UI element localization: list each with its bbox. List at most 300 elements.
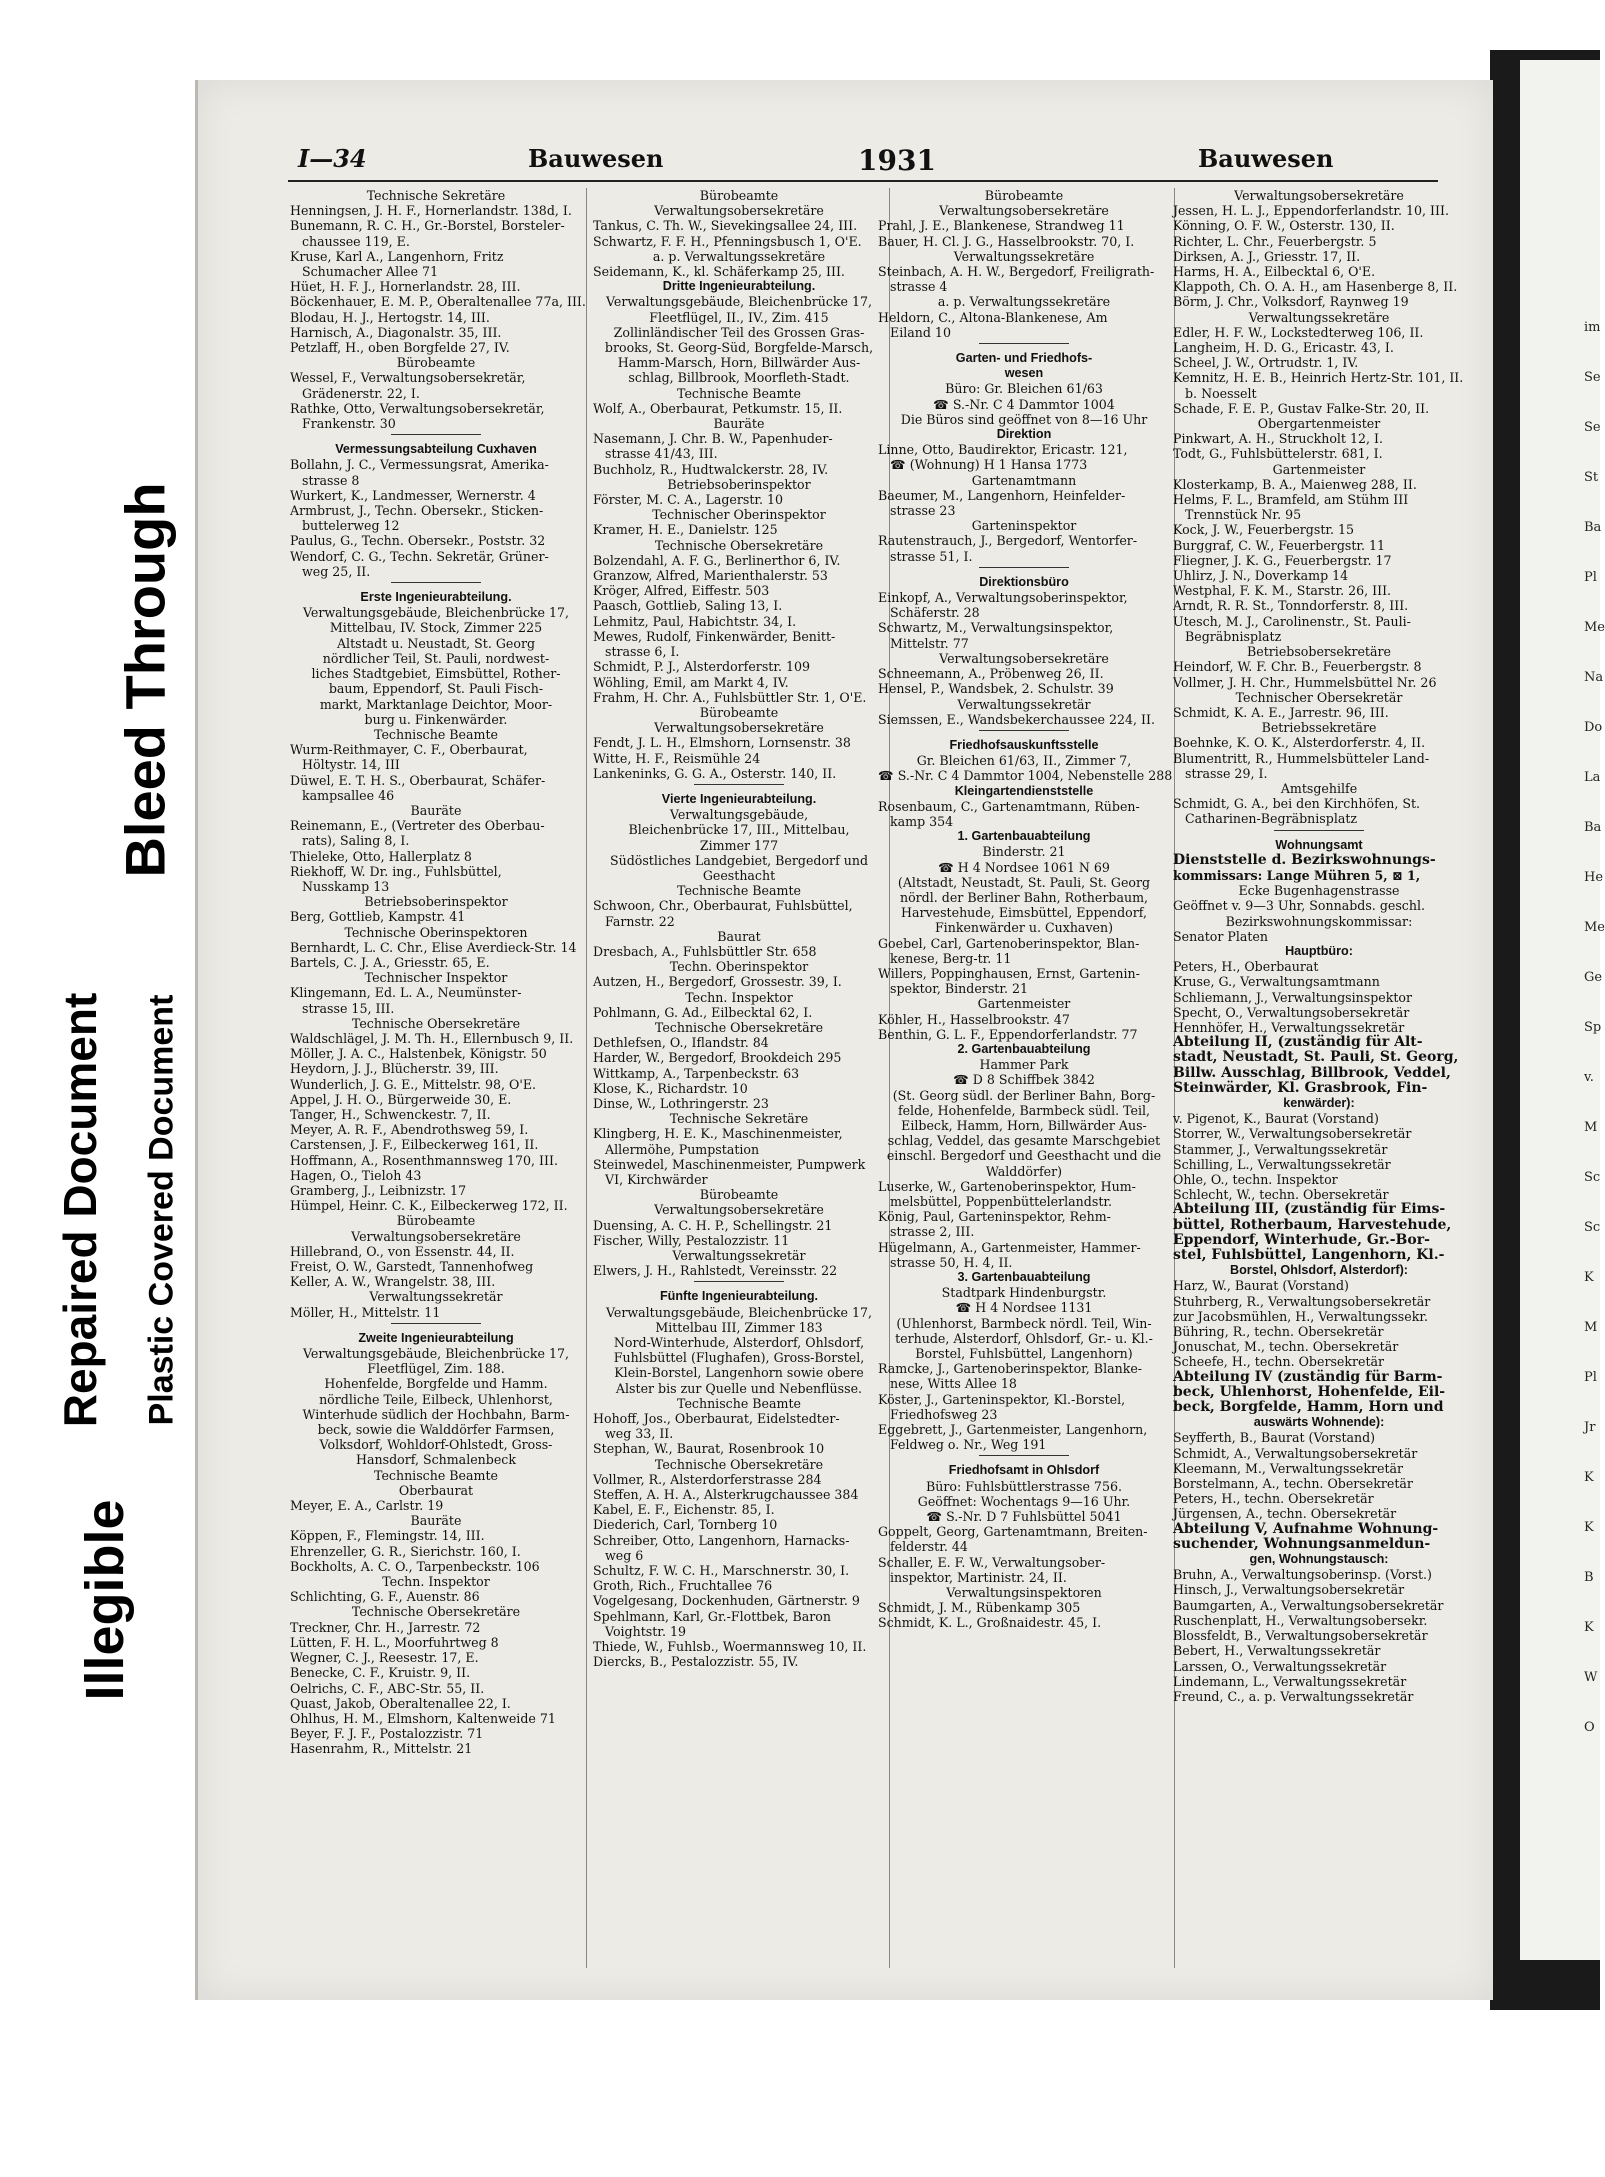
directory-line: v. Pigenot, K., Baurat (Vorstand) bbox=[1173, 1111, 1379, 1127]
directory-line: Scheel, J. W., Ortrudstr. 1, IV. bbox=[1173, 355, 1359, 371]
directory-line: Allermöhe, Pumpstation bbox=[605, 1141, 760, 1157]
page-header bbox=[288, 140, 1438, 182]
directory-line: Verwaltungsobersekretäre bbox=[351, 1228, 521, 1244]
directory-line: Bartels, C. J. A., Griesstr. 65, E. bbox=[290, 954, 490, 970]
directory-line: Hensel, P., Wandsbek, 2. Schulstr. 39 bbox=[878, 681, 1114, 697]
directory-line: Bolzendahl, A. F. G., Berlinerthor 6, IV. bbox=[593, 552, 841, 568]
directory-line: Dethlefsen, O., Iflandstr. 84 bbox=[593, 1035, 769, 1051]
directory-line: Catharinen-Begräbnisplatz bbox=[1185, 811, 1358, 827]
directory-line: Schade, F. E. P., Gustav Falke-Str. 20, II. bbox=[1173, 400, 1430, 416]
directory-line: Hasenrahm, R., Mittelstr. 21 bbox=[290, 1741, 473, 1757]
directory-line: (Uhlenhorst, Barmbeck nördl. Teil, Win- bbox=[896, 1315, 1152, 1331]
section-heading: Fünfte Ingenieurabteilung. bbox=[659, 1289, 819, 1304]
directory-line: Verwaltungsobersekretäre bbox=[1234, 188, 1404, 203]
directory-line: Steffen, A. H. A., Alsterkrugchaussee 384 bbox=[593, 1487, 859, 1503]
adjacent-page-fragment: Sc bbox=[1584, 1170, 1601, 1185]
directory-line: Wurm-Reithmayer, C. F., Oberbaurat, bbox=[290, 742, 528, 758]
directory-line: Freund, C., a. p. Verwaltungssekretär bbox=[1173, 1688, 1414, 1704]
directory-line: spektor, Binderstr. 21 bbox=[890, 981, 1029, 997]
section-title-left: Bauwesen bbox=[528, 144, 664, 173]
directory-line: Nusskamp 13 bbox=[302, 878, 390, 894]
section-heading: Direktionsbüro bbox=[979, 574, 1069, 589]
directory-line: Klingberg, H. E. K., Maschinenmeister, bbox=[593, 1126, 843, 1142]
directory-line: Harz, W., Baurat (Vorstand) bbox=[1173, 1278, 1349, 1294]
directory-line: Bauräte bbox=[410, 1513, 462, 1529]
directory-line: Verwaltungsgebäude, Bleichenbrücke 17, bbox=[302, 605, 570, 621]
adjacent-page-fragment: K bbox=[1584, 1470, 1594, 1485]
directory-line: ☎ S.-Nr. C 4 Dammtor 1004 bbox=[933, 396, 1115, 412]
directory-line: Ruschenplatt, H., Verwaltungsobersekr. bbox=[1173, 1612, 1428, 1628]
directory-line: Technische Beamte bbox=[374, 1467, 498, 1483]
directory-line: Hohenfelde, Borgfelde und Hamm. bbox=[324, 1376, 548, 1392]
directory-line: Elwers, J. H., Rahlstedt, Vereinsstr. 22 bbox=[593, 1263, 838, 1279]
adjacent-page-fragment: Me bbox=[1584, 620, 1605, 635]
directory-line: Luserke, W., Gartenoberinspektor, Hum- bbox=[878, 1178, 1136, 1194]
directory-line: Bockholts, A. C. O., Tarpenbeckstr. 106 bbox=[290, 1558, 540, 1574]
adjacent-page-fragment: O bbox=[1584, 1720, 1595, 1735]
directory-line: Böckenhauer, E. M. P., Oberaltenallee 77a, III. bbox=[290, 294, 586, 310]
directory-line: Abteilung II, (zuständig für Alt- bbox=[1173, 1034, 1423, 1051]
directory-line: Vogelgesang, Dockenhuden, Gärtnerstr. 9 bbox=[593, 1593, 860, 1609]
section-heading: auswärts Wohnende): bbox=[1253, 1415, 1385, 1430]
adjacent-page-fragment: Se bbox=[1584, 420, 1601, 435]
directory-line: Verwaltungsgebäude, Bleichenbrücke 17, bbox=[605, 1304, 873, 1320]
directory-line: Hügelmann, A., Gartenmeister, Hammer- bbox=[878, 1239, 1141, 1255]
directory-line: Jonuschat, M., techn. Obersekretär bbox=[1173, 1339, 1399, 1355]
directory-line: Düwel, E. T. H. S., Oberbaurat, Schäfer- bbox=[290, 772, 546, 788]
directory-line: Wendorf, C. G., Techn. Sekretär, Grüner- bbox=[290, 548, 549, 564]
section-title-right: Bauwesen bbox=[1198, 144, 1334, 173]
section-heading: kenwärder): bbox=[1283, 1095, 1355, 1110]
directory-line: Ecke Bugenhagenstrasse bbox=[1238, 883, 1400, 899]
directory-line: Bürobeamte bbox=[699, 704, 779, 720]
directory-line: weg 6 bbox=[605, 1547, 644, 1563]
directory-line: Dresbach, A., Fuhlsbüttler Str. 658 bbox=[593, 943, 817, 959]
directory-line: Verwaltungssekretäre bbox=[1248, 309, 1390, 325]
directory-line: nördl. der Berliner Bahn, Rotherbaum, bbox=[899, 889, 1149, 905]
directory-line: Goebel, Carl, Gartenoberinspektor, Blan- bbox=[878, 935, 1140, 951]
directory-line: Hohoff, Jos., Oberbaurat, Eidelstedter- bbox=[593, 1411, 840, 1427]
directory-line: Heydorn, J. J., Blücherstr. 39, III. bbox=[290, 1061, 499, 1077]
directory-line: Voightstr. 19 bbox=[605, 1623, 686, 1639]
directory-line: stadt, Neustadt, St. Pauli, St. Georg, bbox=[1173, 1049, 1459, 1066]
directory-line: Langheim, H. D. G., Ericastr. 43, I. bbox=[1173, 340, 1394, 356]
directory-line: Schliemann, J., Verwaltungsinspektor bbox=[1173, 989, 1413, 1005]
directory-line: Hansdorf, Schmalenbeck bbox=[356, 1452, 516, 1468]
directory-line: nördliche Teile, Eilbeck, Uhlenhorst, bbox=[319, 1391, 553, 1407]
directory-line: Paasch, Gottlieb, Saling 13, I. bbox=[593, 598, 783, 614]
section-heading: gen, Wohnungstausch: bbox=[1249, 1552, 1389, 1567]
directory-line: Gramberg, J., Leibnizstr. 17 bbox=[290, 1183, 467, 1198]
directory-line: chaussee 119, E. bbox=[302, 233, 410, 249]
directory-line: Kock, J. W., Feuerbergstr. 15 bbox=[1173, 522, 1355, 538]
directory-line: Techn. Inspektor bbox=[382, 1574, 490, 1590]
directory-line: Witte, H. F., Reismühle 24 bbox=[593, 750, 761, 766]
directory-line: Zollinländischer Teil des Grossen Gras- bbox=[613, 324, 865, 340]
directory-line: Benecke, C. F., Kruistr. 9, II. bbox=[290, 1665, 471, 1681]
adjacent-page-fragment: Sc bbox=[1584, 1220, 1601, 1235]
directory-line: Schmidt, G. A., bei den Kirchhöfen, St. bbox=[1173, 796, 1421, 812]
directory-line: Bollahn, J. C., Vermessungsrat, Amerika- bbox=[290, 457, 549, 473]
directory-line: Borstelmann, A., techn. Obersekretär bbox=[1173, 1476, 1413, 1492]
directory-line: Richter, L. Chr., Feuerbergstr. 5 bbox=[1173, 233, 1377, 249]
directory-line: Kröger, Alfred, Eiffestr. 503 bbox=[593, 583, 770, 599]
directory-line: ☎ H 4 Nordsee 1131 bbox=[955, 1300, 1093, 1316]
directory-line: Fleetflügel, Zim. 188. bbox=[367, 1361, 505, 1377]
directory-line: Volksdorf, Wohldorf-Ohlstedt, Gross- bbox=[319, 1437, 553, 1453]
directory-line: Abteilung IV (zuständig für Barm- bbox=[1173, 1368, 1443, 1385]
directory-line: Trennstück Nr. 95 bbox=[1185, 507, 1302, 523]
section-divider bbox=[878, 1455, 1170, 1463]
directory-line: strasse 6, I. bbox=[605, 644, 680, 660]
directory-line: Paulus, G., Techn. Obersekr., Poststr. 32 bbox=[290, 533, 546, 549]
directory-line: Seidemann, K., kl. Schäferkamp 25, III. bbox=[593, 264, 845, 280]
directory-line: Steinwärder, Kl. Grasbrook, Fin- bbox=[1173, 1079, 1428, 1096]
directory-line: nese, Witts Allee 18 bbox=[890, 1376, 1017, 1392]
directory-line: liches Stadtgebiet, Eimsbüttel, Rother- bbox=[311, 666, 561, 682]
directory-line: Henningsen, J. H. F., Hornerlandstr. 138d, I. bbox=[290, 203, 572, 219]
directory-line: Hammer Park bbox=[979, 1057, 1069, 1073]
adjacent-page-fragment: He bbox=[1584, 870, 1604, 885]
directory-line: melsbüttel, Poppenbüttelerlandstr. bbox=[890, 1194, 1113, 1209]
directory-line: Tanger, H., Schwenckestr. 7, II. bbox=[290, 1106, 491, 1122]
directory-line: Verwaltungsobersekretäre bbox=[939, 203, 1109, 219]
directory-line: Storrer, W., Verwaltungsobersekretär bbox=[1173, 1126, 1412, 1142]
directory-line: Mittelbau, IV. Stock, Zimmer 225 bbox=[329, 620, 543, 636]
directory-line: Verwaltungsobersekretäre bbox=[654, 720, 824, 736]
directory-line: Schaller, E. F. W., Verwaltungsober- bbox=[878, 1554, 1106, 1570]
section-heading: Borstel, Ohlsdorf, Alsterdorf): bbox=[1230, 1263, 1408, 1278]
directory-line: Hamm-Marsch, Horn, Billwärder Aus- bbox=[617, 355, 861, 371]
directory-line: Schreiber, Otto, Langenhorn, Harnacks- bbox=[593, 1532, 850, 1548]
directory-line: Meyer, A. R. F., Abendrothsweg 59, I. bbox=[290, 1122, 529, 1138]
directory-line: Stephan, W., Baurat, Rosenbrook 10 bbox=[593, 1441, 825, 1457]
directory-line: zur Jacobsmühlen, H., Verwaltungssekr. bbox=[1173, 1308, 1428, 1324]
directory-line: Keller, A. W., Wrangelstr. 38, III. bbox=[290, 1274, 496, 1290]
directory-line: Bürobeamte bbox=[699, 188, 779, 203]
directory-line: Autzen, H., Bergedorf, Grossestr. 39, I. bbox=[593, 974, 842, 990]
directory-line: Verwaltungsinspektoren bbox=[946, 1585, 1102, 1601]
section-heading: Hauptbüro: bbox=[1285, 943, 1353, 958]
directory-line: VI, Kirchwärder bbox=[605, 1172, 708, 1187]
directory-line: Schmidt, P. J., Alsterdorferstr. 109 bbox=[593, 659, 811, 675]
directory-line: Baumgarten, A., Verwaltungsobersekretär bbox=[1173, 1597, 1444, 1613]
directory-line: Schmidt, K. L., Großnaidestr. 45, I. bbox=[878, 1615, 1102, 1631]
directory-line: Eppendorf, Winterhude, Gr.-Bor- bbox=[1173, 1231, 1430, 1248]
directory-line: Grädenerstr. 22, I. bbox=[302, 385, 420, 401]
directory-line: Geöffnet: Wochentags 9—16 Uhr. bbox=[917, 1493, 1131, 1509]
directory-line: Specht, O., Verwaltungsobersekretär bbox=[1173, 1004, 1410, 1020]
adjacent-page-fragment: Ge bbox=[1584, 970, 1603, 985]
directory-line: Stadtpark Hindenburgstr. bbox=[941, 1285, 1107, 1301]
adjacent-page-fragment: Jr bbox=[1584, 1420, 1596, 1435]
directory-line: Utesch, M. J., Carolinenstr., St. Pauli- bbox=[1173, 613, 1411, 629]
directory-line: Höltystr. 14, III bbox=[302, 757, 400, 773]
directory-page bbox=[195, 80, 1493, 2000]
directory-line: terhude, Alsterdorf, Ohlsdorf, Gr.- u. Kl.- bbox=[895, 1330, 1153, 1346]
directory-line: Schmidt, K. A. E., Jarrestr. 96, III. bbox=[1173, 704, 1389, 720]
adjacent-page-fragment: K bbox=[1584, 1270, 1594, 1285]
directory-line: Ohle, O., techn. Inspektor bbox=[1173, 1172, 1338, 1187]
directory-line: büttel, Rotherbaum, Harvestehude, bbox=[1173, 1216, 1452, 1233]
section-heading: Friedhofsauskunftsstelle bbox=[949, 737, 1099, 752]
directory-line: kampsallee 46 bbox=[302, 787, 395, 803]
directory-line: Schäferstr. 28 bbox=[890, 605, 980, 621]
directory-line: Hagen, O., Tieloh 43 bbox=[290, 1167, 422, 1183]
directory-line: Willers, Poppinghausen, Ernst, Gartenin- bbox=[878, 965, 1140, 981]
directory-line: Schwoon, Chr., Oberbaurat, Fuhlsbüttel, bbox=[593, 898, 853, 914]
directory-line: Fendt, J. L. H., Elmshorn, Lornsenstr. 38 bbox=[593, 735, 851, 751]
directory-line: Stammer, J., Verwaltungssekretär bbox=[1173, 1141, 1388, 1157]
directory-line: weg 25, II. bbox=[302, 563, 371, 579]
directory-line: Fuhlsbüttel (Flughafen), Gross-Borstel, bbox=[613, 1350, 865, 1366]
directory-line: Bauräte bbox=[410, 802, 462, 818]
directory-line: Technische Obersekretäre bbox=[351, 1604, 521, 1620]
adjacent-page-fragment: W bbox=[1584, 1670, 1598, 1685]
directory-line: Groth, Rich., Fruchtallee 76 bbox=[593, 1578, 773, 1594]
adjacent-page-fragment: im bbox=[1584, 320, 1601, 335]
directory-line: Peters, H., techn. Obersekretär bbox=[1173, 1491, 1374, 1507]
section-divider bbox=[290, 434, 582, 442]
directory-line: Zimmer 177 bbox=[699, 837, 779, 853]
directory-line: felderstr. 44 bbox=[890, 1539, 968, 1555]
directory-line: Verwaltungssekretäre bbox=[953, 248, 1095, 264]
directory-line: Bleichenbrücke 17, III., Mittelbau, bbox=[628, 822, 850, 838]
directory-line: Ohlhus, H. M., Elmshorn, Kaltenweide 71 bbox=[290, 1710, 556, 1726]
directory-line: Technische Beamte bbox=[677, 1395, 801, 1411]
directory-line: (Altstadt, Neustadt, St. Pauli, St. Georg bbox=[897, 874, 1151, 890]
directory-line: Steinwedel, Maschinenmeister, Pumpwerk bbox=[593, 1156, 866, 1172]
directory-line: brooks, St. Georg-Süd, Borgfelde-Marsch, bbox=[604, 340, 874, 356]
directory-line: Hillebrand, O., von Essenstr. 44, II. bbox=[290, 1243, 515, 1259]
directory-line: weg 33, II. bbox=[605, 1426, 674, 1442]
section-heading: Vermessungsabteilung Cuxhaven bbox=[335, 442, 537, 457]
adjacent-page-fragment: K bbox=[1584, 1520, 1594, 1535]
directory-line: Möller, J. A. C., Halstenbek, Königstr. 50 bbox=[290, 1046, 547, 1062]
directory-line: Feldweg o. Nr., Weg 191 bbox=[890, 1437, 1047, 1453]
directory-line: beck, Borgfelde, Hamm, Horn und bbox=[1173, 1399, 1444, 1416]
directory-line: Frankenstr. 30 bbox=[302, 416, 396, 432]
adjacent-page-fragment: Pl bbox=[1584, 1370, 1597, 1385]
directory-line: Blumentritt, R., Hummelsbütteler Land- bbox=[1173, 750, 1430, 766]
directory-line: strasse 50, H. 4, II. bbox=[890, 1254, 1013, 1270]
section-heading: wesen bbox=[1004, 366, 1044, 381]
section-divider bbox=[290, 582, 582, 590]
directory-line: Bauräte bbox=[713, 416, 765, 432]
directory-line: Wurkert, K., Landmesser, Wernerstr. 4 bbox=[290, 487, 536, 503]
directory-line: Verwaltungsobersekretäre bbox=[654, 203, 824, 219]
directory-line: Friedhofsweg 23 bbox=[890, 1406, 998, 1422]
section-heading: 1. Gartenbauabteilung bbox=[957, 829, 1091, 844]
adjacent-page-fragment: Ba bbox=[1584, 520, 1602, 535]
directory-line: Wegner, C. J., Reesestr. 17, E. bbox=[290, 1650, 479, 1666]
directory-line: Pohlmann, G. Ad., Eilbecktal 62, I. bbox=[593, 1004, 813, 1020]
directory-line: Treckner, Chr. H., Jarrestr. 72 bbox=[290, 1619, 481, 1635]
directory-line: Verwaltungsgebäude, Bleichenbrücke 17, bbox=[605, 294, 873, 310]
directory-line: Büro: Gr. Bleichen 61/63 bbox=[945, 381, 1103, 397]
directory-line: Hinsch, J., Verwaltungsobersekretär bbox=[1173, 1582, 1405, 1598]
adjacent-page-fragment: Do bbox=[1584, 720, 1603, 735]
adjacent-page-fragment: La bbox=[1584, 770, 1601, 785]
directory-line: Pinkwart, A. H., Struckholt 12, I. bbox=[1173, 431, 1384, 447]
section-divider bbox=[878, 343, 1170, 351]
section-divider bbox=[593, 784, 885, 792]
directory-line: Altstadt u. Neustadt, St. Georg bbox=[336, 635, 536, 651]
directory-line: Technische Beamte bbox=[677, 385, 801, 401]
directory-line: Gr. Bleichen 61/63, II., Zimmer 7, bbox=[916, 753, 1132, 769]
directory-line: Kramer, H. E., Danielstr. 125 bbox=[593, 522, 778, 538]
directory-line: Peters, H., Oberbaurat bbox=[1173, 959, 1319, 975]
directory-line: Seyfferth, B., Baurat (Vorstand) bbox=[1173, 1430, 1376, 1446]
directory-line: Hoffmann, A., Rosenthmannsweg 170, III. bbox=[290, 1152, 558, 1168]
directory-line: strasse 2, III. bbox=[890, 1224, 975, 1240]
section-heading: Dritte Ingenieurabteilung. bbox=[662, 279, 816, 294]
directory-line: Frahm, H. Chr. A., Fuhlsbüttler Str. 1, O'E. bbox=[593, 689, 867, 705]
directory-line: Garteninspektor bbox=[971, 518, 1077, 534]
directory-line: strasse 23 bbox=[890, 503, 956, 519]
year-title: 1931 bbox=[858, 144, 936, 177]
directory-line: Abteilung III, (zuständig für Eims- bbox=[1173, 1201, 1446, 1218]
directory-line: Klingemann, Ed. L. A., Neumünster- bbox=[290, 985, 522, 1001]
directory-line: einschl. Bergedorf und Geesthacht und die bbox=[886, 1148, 1162, 1164]
directory-line: Edler, H. F. W., Lockstedterweg 106, II. bbox=[1173, 324, 1424, 340]
directory-line: baum, Eppendorf, St. Pauli Fisch- bbox=[328, 681, 544, 697]
directory-line: schlag, Billbrook, Moorfleth-Stadt. bbox=[628, 370, 850, 386]
directory-line: Techn. Oberinspektor bbox=[669, 959, 809, 975]
adjacent-page-fragment: K bbox=[1584, 1620, 1594, 1635]
directory-line: Fischer, Willy, Pestalozzistr. 11 bbox=[593, 1232, 790, 1248]
directory-line: Lehmitz, Paul, Habichtstr. 34, I. bbox=[593, 613, 797, 629]
directory-line: strasse 4 bbox=[890, 279, 948, 295]
directory-line: Granzow, Alfred, Marienthalerstr. 53 bbox=[593, 568, 828, 584]
directory-line: Geöffnet v. 9—3 Uhr, Sonnabds. geschl. bbox=[1173, 898, 1425, 914]
directory-line: Rathke, Otto, Verwaltungsobersekretär, bbox=[290, 400, 545, 416]
directory-line: Uhlirz, J. N., Doverkamp 14 bbox=[1173, 568, 1349, 584]
directory-line: kenese, Berg-tr. 11 bbox=[890, 950, 1012, 966]
column-4 bbox=[1173, 188, 1465, 1968]
directory-line: Technische Beamte bbox=[374, 726, 498, 742]
directory-line: Tankus, C. Th. W., Sievekingsallee 24, III. bbox=[593, 218, 858, 234]
directory-line: Gartenmeister bbox=[977, 996, 1071, 1012]
directory-line: Waldschlägel, J. M. Th. H., Ellernbusch 9, II. bbox=[290, 1030, 574, 1046]
directory-line: markt, Marktanlage Deichtor, Moor- bbox=[319, 696, 553, 712]
directory-line: Köster, J., Garteninspektor, Kl.-Borstel, bbox=[878, 1391, 1126, 1407]
directory-line: Benthin, G. L. F., Eppendorferlandstr. 77 bbox=[878, 1026, 1138, 1042]
directory-line: Bezirkswohnungskommissar: bbox=[1225, 913, 1413, 929]
directory-line: Dirksen, A. J., Griesstr. 17, II. bbox=[1173, 248, 1361, 264]
directory-line: Finkenwärder u. Cuxhaven) bbox=[934, 920, 1114, 936]
directory-line: Alster bis zur Quelle und Nebenflüsse. bbox=[615, 1380, 863, 1396]
directory-line: Technische Obersekretäre bbox=[654, 1456, 824, 1472]
directory-line: Buchholz, R., Hudtwalckerstr. 28, IV. bbox=[593, 461, 829, 477]
directory-line: beck, Uhlenhorst, Hohenfelde, Eil- bbox=[1173, 1383, 1446, 1400]
directory-line: Schultz, F. W. C. H., Marschnerstr. 30, I. bbox=[593, 1563, 850, 1579]
directory-line: Schneemann, A., Pröbenweg 26, II. bbox=[878, 666, 1104, 682]
directory-line: Betriebsoberinspektor bbox=[364, 894, 508, 910]
directory-line: Verwaltungssekretär bbox=[369, 1289, 503, 1305]
directory-line: schlag, Veddel, das gesamte Marschgebiet bbox=[887, 1133, 1161, 1149]
directory-line: a. p. Verwaltungssekretäre bbox=[652, 248, 826, 264]
directory-line: Technische Obersekretäre bbox=[654, 1019, 824, 1035]
section-heading: Direktion bbox=[996, 427, 1052, 442]
directory-line: Südöstliches Landgebiet, Bergedorf und bbox=[609, 852, 869, 868]
directory-line: rats), Saling 8, I. bbox=[302, 833, 410, 849]
directory-line: Farnstr. 22 bbox=[605, 913, 675, 929]
directory-line: Eggebrett, J., Gartenmeister, Langenhorn, bbox=[878, 1422, 1148, 1438]
section-heading: Erste Ingenieurabteilung. bbox=[360, 590, 512, 605]
directory-line: Wessel, F., Verwaltungsobersekretär, bbox=[290, 370, 526, 386]
directory-line: kamp 354 bbox=[890, 813, 954, 829]
directory-line: strasse 41/43, III. bbox=[605, 446, 718, 462]
directory-line: Todt, G., Fuhlsbüttelerstr. 681, I. bbox=[1173, 446, 1383, 462]
directory-line: Winterhude südlich der Hochbahn, Barm- bbox=[302, 1406, 570, 1422]
directory-line: ☎ (Wohnung) H 1 Hansa 1773 bbox=[890, 457, 1088, 473]
directory-line: Lankeninks, G. G. A., Osterstr. 140, II. bbox=[593, 765, 837, 781]
directory-line: Eilbeck, Hamm, Horn, Billwärder Aus- bbox=[901, 1117, 1147, 1133]
directory-line: Binderstr. 21 bbox=[982, 844, 1066, 860]
directory-line: Bürobeamte bbox=[396, 355, 476, 371]
directory-line: Kemnitz, H. E. B., Heinrich Hertz-Str. 101, II. bbox=[1173, 370, 1464, 386]
directory-line: (St. Georg südl. der Berliner Bahn, Borg- bbox=[892, 1087, 1156, 1103]
directory-line: ☎ S.-Nr. C 4 Dammtor 1004, Nebenstelle 288 bbox=[878, 768, 1173, 784]
directory-line: Bunemann, R. C. H., Gr.-Borstel, Borsteler- bbox=[290, 218, 565, 234]
directory-line: Harms, H. A., Eilbecktal 6, O'E. bbox=[1173, 264, 1376, 280]
directory-line: Duensing, A. C. H. P., Schellingstr. 21 bbox=[593, 1217, 833, 1233]
section-heading: Vierte Ingenieurabteilung. bbox=[661, 791, 817, 806]
directory-line: Vollmer, J. H. Chr., Hummelsbüttel Nr. 26 bbox=[1173, 674, 1437, 690]
directory-line: Fliegner, J. K. G., Feuerbergstr. 17 bbox=[1173, 552, 1392, 568]
directory-line: Thiede, W., Fuhlsb., Woermannsweg 10, II. bbox=[593, 1639, 867, 1655]
directory-line: Gartenmeister bbox=[1272, 461, 1366, 477]
directory-line: Blodau, H. J., Hertogstr. 14, III. bbox=[290, 309, 490, 325]
directory-line: Bernhardt, L. C. Chr., Elise Averdieck-Str. 14 bbox=[290, 939, 577, 955]
directory-line: Technischer Obersekretär bbox=[1235, 689, 1403, 705]
directory-line: Vollmer, R., Alsterdorferstrasse 284 bbox=[593, 1471, 822, 1487]
directory-line: Abteilung V, Aufnahme Wohnung- bbox=[1173, 1520, 1439, 1537]
directory-line: Rosenbaum, C., Gartenamtmann, Rüben- bbox=[878, 798, 1140, 814]
section-heading: Garten- und Friedhofs- bbox=[955, 351, 1093, 366]
directory-line: Bürobeamte bbox=[396, 1213, 476, 1229]
directory-line: Oelrichs, C. F., ABC-Str. 55, II. bbox=[290, 1680, 485, 1696]
directory-line: Hümpel, Heinr. C. K., Eilbeckerweg 172, II. bbox=[290, 1198, 568, 1214]
directory-line: Bruhn, A., Verwaltungsoberinsp. (Vorst.) bbox=[1173, 1567, 1432, 1583]
directory-line: Könning, O. F. W., Osterstr. 130, II. bbox=[1173, 218, 1395, 234]
column-3 bbox=[878, 188, 1175, 1968]
directory-line: Nasemann, J. Chr. B. W., Papenhuder- bbox=[593, 431, 833, 447]
directory-line: Amtsgehilfe bbox=[1280, 780, 1358, 796]
directory-line: Wunderlich, J. G. E., Mittelstr. 98, O'E. bbox=[290, 1076, 537, 1092]
directory-line: Bühring, R., techn. Obersekretär bbox=[1173, 1324, 1384, 1340]
directory-line: Verwaltungsgebäude, Bleichenbrücke 17, bbox=[302, 1346, 570, 1362]
directory-line: Armbrust, J., Techn. Obersekr., Sticken- bbox=[290, 503, 544, 519]
section-divider bbox=[593, 1281, 885, 1289]
directory-line: Freist, O. W., Garstedt, Tannenhofweg bbox=[290, 1259, 534, 1275]
directory-line: suchender, Wohnungsanmeldun- bbox=[1173, 1535, 1431, 1552]
directory-line: strasse 8 bbox=[302, 472, 360, 488]
directory-line: Borstel, Fuhlsbüttel, Langenhorn) bbox=[915, 1346, 1133, 1362]
directory-line: Riekhoff, W. Dr. ing., Fuhlsbüttel, bbox=[290, 863, 502, 879]
directory-line: nördlicher Teil, St. Pauli, nordwest- bbox=[322, 650, 550, 666]
directory-line: Wolf, A., Oberbaurat, Petkumstr. 15, II. bbox=[593, 400, 843, 416]
directory-line: beck, sowie die Walddörfer Farmsen, bbox=[317, 1422, 555, 1438]
directory-line: Heldorn, C., Altona-Blankenese, Am bbox=[878, 309, 1108, 325]
directory-line: Schwartz, F. F. H., Pfenningsbusch 1, O'E. bbox=[593, 233, 862, 249]
directory-line: Förster, M. C. A., Lagerstr. 10 bbox=[593, 492, 784, 508]
directory-line: b. Noesselt bbox=[1185, 385, 1257, 401]
label-bleed-through: Bleed Through bbox=[113, 482, 177, 878]
directory-line: Harvestehude, Eimsbüttel, Eppendorf, bbox=[901, 905, 1147, 921]
directory-line: burg u. Finkenwärder. bbox=[364, 711, 508, 727]
